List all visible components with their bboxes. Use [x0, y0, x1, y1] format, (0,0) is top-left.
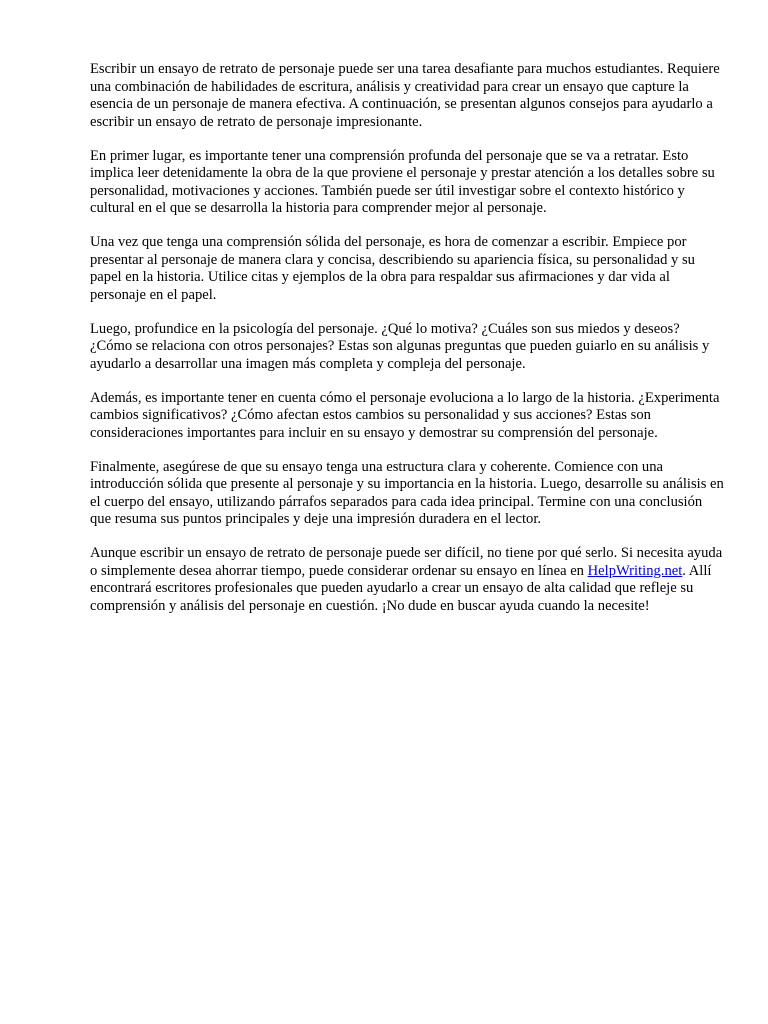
paragraph-conclusion	[90, 545, 724, 615]
paragraph-psychology: Luego, profundice en la psicología del personaje. ¿Qué lo motiva? ¿Cuáles son sus miedos y deseos? ¿Cómo se relaciona con otros personajes? Estas son algunas preguntas que pueden guiarlo en su análisis y ayudarlo a desarrollar una imagen más completa y compleja del personaje.	[90, 320, 710, 372]
conclusion-text-after-link: . Allí encontrará escritores profesionales que pueden ayudarlo a crear un ensayo de alta calidad que refleje su comprensión y análisis del personaje en cuestión. ¡No dude en buscar ayuda cuando la necesite!	[90, 562, 712, 614]
paragraph-evolution: Además, es importante tener en cuenta cómo el personaje evoluciona a lo largo de la historia. ¿Experimenta cambios significativos? ¿Cómo afectan estos cambios su personalidad y sus acciones? Estas son consideraciones importantes para incluir en su ensayo y demostrar su comprensión del personaje.	[90, 389, 720, 441]
conclusion-text-before-link: Aunque escribir un ensayo de retrato de personaje puede ser difícil, no tiene por qué serlo. Si necesita ayuda o simplemente desea ahorrar tiempo, puede considerar ordenar su ensayo en línea en	[90, 545, 723, 579]
paragraph-structure: Finalmente, asegúrese de que su ensayo tenga una estructura clara y coherente. Comience con una introducción sólida que presente al personaje y su importancia en la historia. Luego, desarrolle su análisis en el cuerpo del ensayo, utilizando párrafos separados para cada idea principal. Termine con una conclusión que resuma sus puntos principales y deje una impresión duradera en el lector.	[90, 458, 724, 527]
helpwriting-link[interactable]: HelpWriting.net	[587, 562, 683, 579]
paragraph-intro: Escribir un ensayo de retrato de personaje puede ser una tarea desafiante para muchos estudiantes. Requiere una combinación de habilidades de escritura, análisis y creatividad para crear un ensayo que capture la esencia de un personaje de manera efectiva. A continuación, se presentan algunos consejos para ayudarlo a escribir un ensayo de retrato de personaje impresionante.	[90, 61, 720, 130]
paragraph-understanding: En primer lugar, es importante tener una comprensión profunda del personaje que se va a retratar. Esto implica leer detenidamente la obra de la que proviene el personaje y prestar atención a los detalles sobre su personalidad, motivaciones y acciones. También puede ser útil investigar sobre el contexto histórico y cultural en el que se desarrolla la historia para comprender mejor al personaje.	[90, 147, 715, 216]
paragraph-start-writing: Una vez que tenga una comprensión sólida del personaje, es hora de comenzar a escribir. Empiece por presentar al personaje de manera clara y concisa, describiendo su apariencia física, su personalidad y su papel en la historia. Utilice citas y ejemplos de la obra para respaldar sus afirmaciones y dar vida al personaje en el papel.	[90, 234, 695, 303]
document-body	[90, 61, 724, 632]
